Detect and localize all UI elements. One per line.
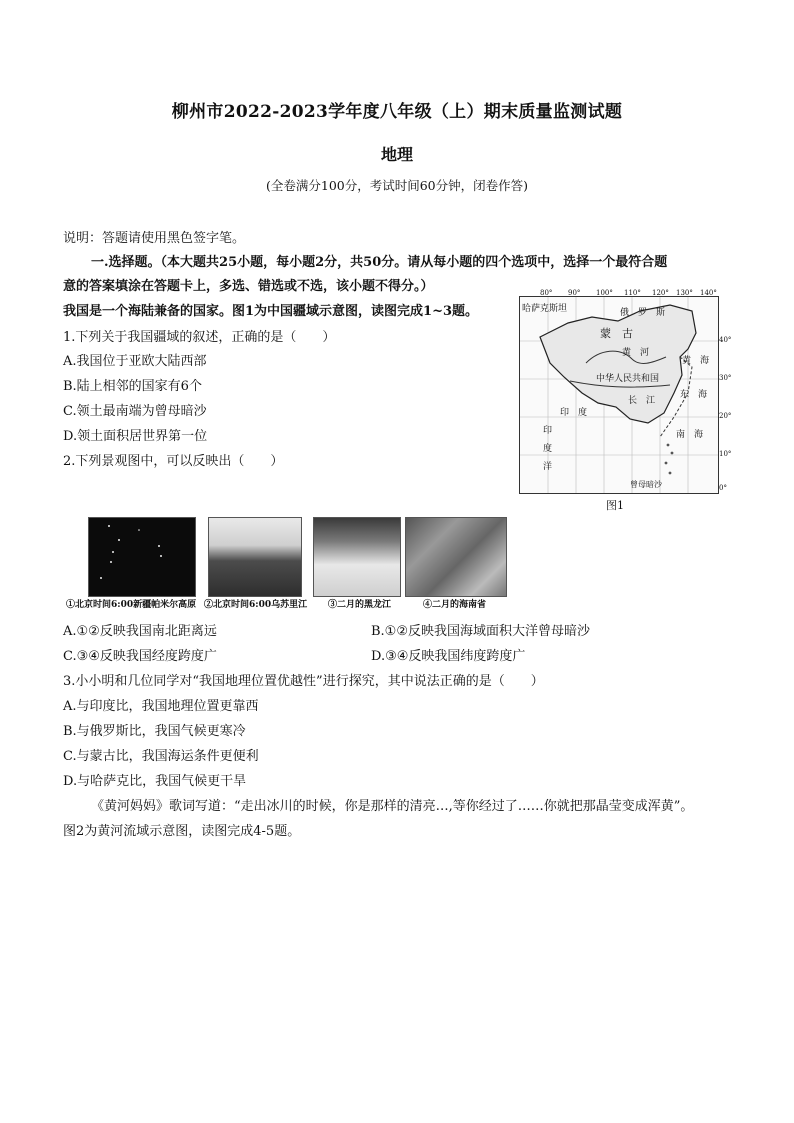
south-sea-islands: [665, 444, 674, 475]
map-label-india-ocean: 印 度 洋: [541, 425, 551, 470]
map-label-russia: 俄 罗 斯: [620, 308, 666, 318]
page-title: 柳州市2022-2023学年度八年级（上）期末质量监测试题: [171, 102, 623, 122]
q2-stem: 2.下列景观图中，可以反映出（ ）: [63, 454, 284, 469]
q1-option-b: B.陆上相邻的国家有6个: [63, 379, 202, 394]
photo-pamir-night: [88, 517, 196, 597]
subject-title: 地理: [380, 145, 413, 164]
lon-label: 80°: [540, 289, 553, 297]
lon-label: 140°: [700, 289, 717, 297]
stars-graphic: [89, 518, 195, 596]
lat-label: 0°: [719, 484, 727, 492]
q2-option-d: D.③④反映我国纬度跨度广: [371, 649, 526, 664]
photo-caption-4: ④二月的海南省: [423, 600, 487, 610]
figure1-caption: 图1: [606, 499, 624, 512]
map-label-mongolia: 蒙 古: [600, 327, 633, 340]
question-intro: 我国是一个海陆兼备的国家。图1为中国疆域示意图，读图完成1~3题。: [63, 304, 479, 319]
photo-caption-3: ③二月的黑龙江: [328, 600, 392, 610]
q2-option-b: B.①②反映我国海域面积大洋曾母暗沙: [371, 624, 590, 639]
exam-note: (全卷满分100分，考试时间60分钟，闭卷作答): [265, 178, 529, 193]
q3-option-d: D.与哈萨克比，我国气候更干旱: [63, 774, 247, 789]
section-heading-line2: 意的答案填涂在答题卡上，多选、错选或不选，该小题不得分。）: [63, 279, 434, 294]
instructions: 说明：答题请使用黑色签字笔。: [63, 231, 246, 246]
q3-option-b: B.与俄罗斯比，我国气候更寒冷: [63, 724, 246, 739]
lat-label: 30°: [719, 374, 732, 382]
map-label-country: 中华人民共和国: [596, 374, 660, 384]
lon-label: 100°: [596, 289, 613, 297]
q2-option-c: C.③④反映我国经度跨度广: [63, 649, 217, 664]
passage-line2: 图2为黄河流域示意图，读图完成4-5题。: [63, 824, 301, 839]
map-label-india: 印 度: [560, 408, 588, 418]
photo-caption-2: ②北京时间6:00乌苏里江: [204, 600, 308, 610]
photo-caption-1: ①北京时间6:00新疆帕米尔高原: [66, 600, 197, 610]
lon-label: 130°: [676, 289, 693, 297]
q1-option-d: D.领土面积居世界第一位: [63, 429, 208, 444]
section-heading-line1: 一.选择题。（本大题共25小题，每小题2分，共50分。请从每小题的四个选项中，选择一个最符合题: [91, 255, 668, 270]
china-territory-map: [519, 296, 719, 494]
lon-label: 120°: [652, 289, 669, 297]
map-label-kazakh: 哈萨克斯坦: [522, 304, 568, 314]
map-label-east-sea: 东 海: [680, 390, 708, 400]
q2-option-a: A.①②反映我国南北距离远: [63, 624, 217, 639]
q1-option-a: A.我国位于亚欧大陆西部: [63, 354, 207, 369]
map-label-south-sea: 南 海: [676, 430, 704, 440]
map-label-yangtze: 长 江: [628, 396, 656, 406]
passage-line1: 《黄河妈妈》歌词写道：“走出冰川的时候，你是那样的清亮…,等你经过了……你就把那晶莹变成浑黄”。: [91, 799, 694, 814]
lat-label: 20°: [719, 412, 732, 420]
map-label-yellow-sea: 黄 海: [682, 356, 710, 366]
q3-stem: 3.小小明和几位同学对“我国地理位置优越性”进行探究，其中说法正确的是（ ）: [63, 674, 544, 689]
lat-label: 10°: [719, 450, 732, 458]
q1-stem: 1.下列关于我国疆域的叙述，正确的是（ ）: [63, 330, 336, 345]
photo-wusuli-river: [208, 517, 302, 597]
lon-label: 90°: [568, 289, 581, 297]
map-label-zengmu: 曾母暗沙: [630, 480, 662, 489]
photo-hainan-tropical: [405, 517, 507, 597]
q3-option-a: A.与印度比，我国地理位置更靠西: [63, 699, 259, 714]
lat-label: 40°: [719, 336, 732, 344]
map-label-yellow-river: 黄 河: [622, 348, 650, 358]
q3-option-c: C.与蒙古比，我国海运条件更便利: [63, 749, 259, 764]
photo-heilongjiang-snow: [313, 517, 401, 597]
q1-option-c: C.领土最南端为曾母暗沙: [63, 404, 207, 419]
lon-label: 110°: [624, 289, 641, 297]
